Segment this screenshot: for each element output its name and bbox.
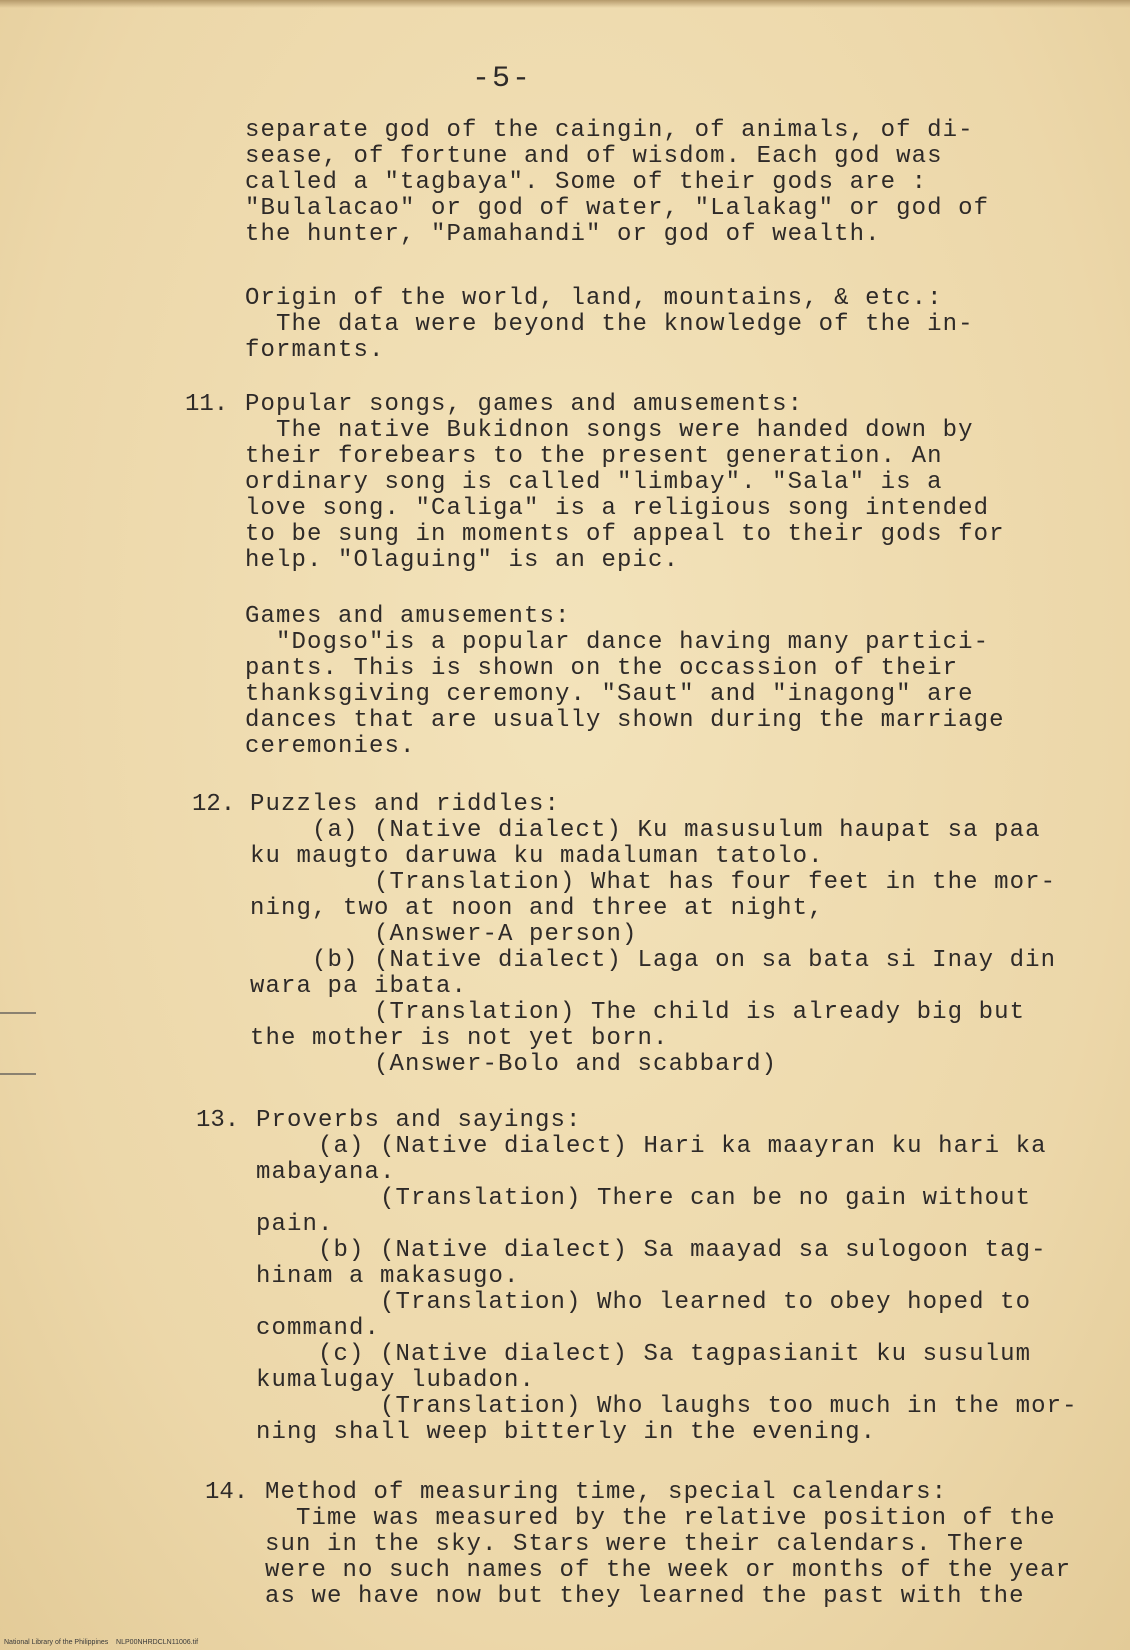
text-line: separate god of the caingin, of animals, of di-: [245, 117, 974, 144]
section-number: 12.: [192, 791, 236, 818]
text-line: their forebears to the present generation. An: [245, 443, 943, 470]
text-line: dances that are usually shown during the marriage: [245, 707, 1005, 734]
text-line: wara pa ibata.: [250, 973, 468, 1000]
section-number: 11.: [185, 391, 229, 418]
games-paragraph: [245, 604, 1085, 760]
text-line: the mother is not yet born.: [250, 1025, 669, 1052]
text-line: love song. "Caliga" is a religious song intended: [245, 495, 990, 522]
subheading: Games and amusements:: [245, 603, 571, 630]
text-line: (Translation) Who learned to obey hoped to: [256, 1289, 1032, 1316]
text-line: help. "Olaguing" is an epic.: [245, 547, 680, 574]
text-line: ordinary song is called "limbay". "Sala" is a: [245, 469, 943, 496]
text-line: (Translation) The child is already big but: [250, 999, 1026, 1026]
text-line: Time was measured by the relative position of the: [265, 1505, 1056, 1532]
text-line: sun in the sky. Stars were their calendars. There: [265, 1531, 1025, 1558]
text-line: command.: [256, 1315, 381, 1342]
text-line: mabayana.: [256, 1159, 396, 1186]
text-line: "Bulalacao" or god of water, "Lalakag" or god of: [245, 195, 990, 222]
text-line: to be sung in moments of appeal to their gods for: [245, 521, 1005, 548]
margin-mark: [0, 1012, 36, 1014]
text-line: kumalugay lubadon.: [256, 1367, 536, 1394]
text-line: ku maugto daruwa ku madaluman tatolo.: [250, 843, 824, 870]
text-line: sease, of fortune and of wisdom. Each god was: [245, 143, 943, 170]
text-line: The data were beyond the knowledge of the in-: [245, 311, 974, 338]
text-line: the hunter, "Pamahandi" or god of wealth.: [245, 221, 881, 248]
text-line: formants.: [245, 337, 385, 364]
text-line: (Translation) What has four feet in the mor-: [250, 869, 1057, 896]
section-number: 13.: [196, 1107, 240, 1134]
origin-paragraph: [245, 286, 1085, 364]
text-line: pain.: [256, 1211, 334, 1238]
page-number: -5-: [472, 62, 533, 96]
section-heading: Puzzles and riddles:: [250, 791, 561, 818]
scan-footer: National Library of the Philippines NLP00NHRDCLN11006.tif: [4, 1639, 199, 1646]
text-line: (Translation) There can be no gain without: [256, 1185, 1032, 1212]
section-number: 14.: [205, 1479, 249, 1506]
section-heading: Proverbs and sayings:: [256, 1107, 582, 1134]
text-line: (a) (Native dialect) Hari ka maayran ku hari ka: [256, 1133, 1047, 1160]
section-heading: Method of measuring time, special calendars:: [265, 1479, 948, 1506]
page-top-edge: [0, 0, 1130, 8]
subheading: Origin of the world, land, mountains, & etc.:: [245, 285, 943, 312]
text-line: ning shall weep bitterly in the evening.: [256, 1419, 877, 1446]
text-line: as we have now but they learned the past with the: [265, 1583, 1025, 1610]
text-line: (Answer-Bolo and scabbard): [250, 1051, 778, 1078]
text-line: (Translation) Who laughs too much in the mor-: [256, 1393, 1078, 1420]
text-line: called a "tagbaya". Some of their gods are :: [245, 169, 928, 196]
text-line: ceremonies.: [245, 733, 416, 760]
text-line: ning, two at noon and three at night,: [250, 895, 824, 922]
text-line: (b) (Native dialect) Sa maayad sa sulogoon tag-: [256, 1237, 1047, 1264]
text-line: (b) (Native dialect) Laga on sa bata si Inay din: [250, 947, 1057, 974]
text-line: (c) (Native dialect) Sa tagpasianit ku susulum: [256, 1341, 1032, 1368]
text-line: thanksgiving ceremony. "Saut" and "inagong" are: [245, 681, 974, 708]
text-line: hinam a makasugo.: [256, 1263, 520, 1290]
songs-section: [245, 392, 1085, 574]
gods-paragraph: [245, 118, 1085, 248]
text-line: (a) (Native dialect) Ku masusulum haupat sa paa: [250, 817, 1041, 844]
section-heading: Popular songs, games and amusements:: [245, 391, 804, 418]
time-section: [265, 1480, 1105, 1610]
margin-mark: [0, 1073, 36, 1075]
text-line: were no such names of the week or months of the year: [265, 1557, 1072, 1584]
riddles-section: [250, 792, 1090, 1078]
text-line: pants. This is shown on the occassion of their: [245, 655, 959, 682]
text-line: The native Bukidnon songs were handed down by: [245, 417, 974, 444]
text-line: (Answer-A person): [250, 921, 638, 948]
proverbs-section: [256, 1108, 1096, 1446]
text-line: "Dogso"is a popular dance having many partici-: [245, 629, 990, 656]
